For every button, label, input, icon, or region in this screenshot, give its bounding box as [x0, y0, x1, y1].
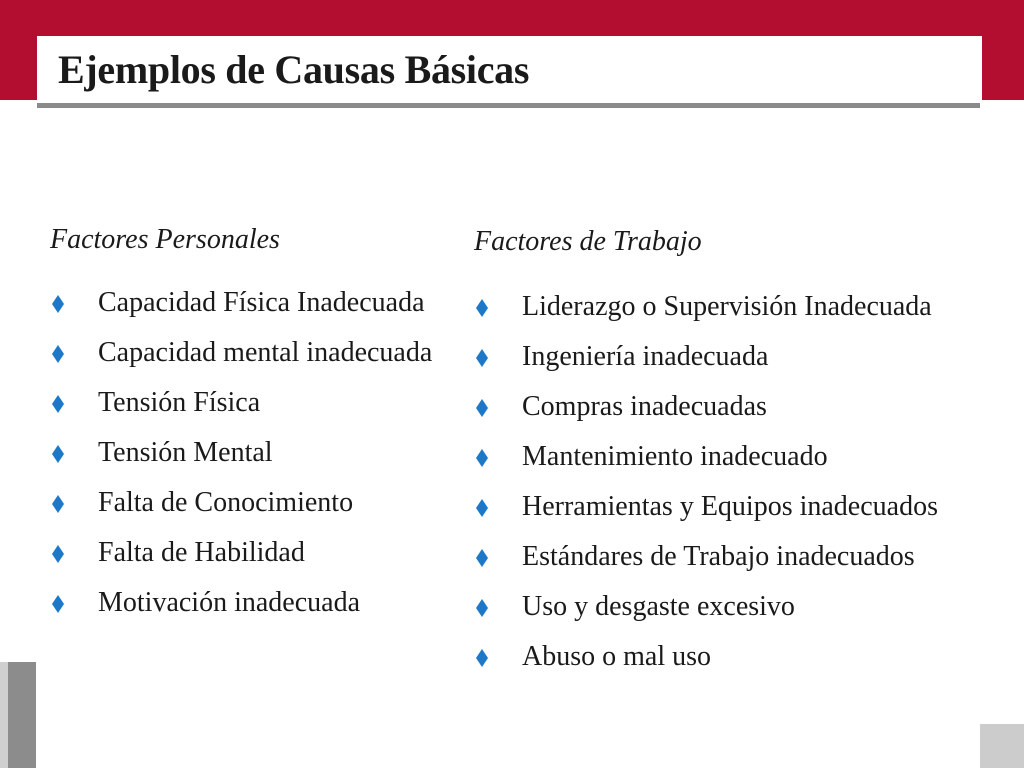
diamond-bullet-icon: [474, 448, 490, 468]
list-item: [474, 590, 795, 640]
diamond-bullet-icon: [50, 594, 66, 614]
list-item: [474, 290, 932, 340]
list-item: [50, 286, 425, 336]
list-item: [474, 490, 938, 540]
diamond-bullet-icon: [474, 398, 490, 418]
list-item: [474, 340, 769, 390]
decorative-bar-left: [0, 662, 36, 768]
list-item: [50, 536, 305, 586]
list-item: [50, 486, 354, 536]
column-heading-trabajo: Factores de Trabajo: [474, 226, 702, 257]
list-item: [50, 586, 361, 636]
diamond-bullet-icon: [50, 444, 66, 464]
list-factores-personales: [50, 286, 433, 636]
list-item: [474, 390, 767, 440]
list-item-text: Abuso o mal uso: [522, 641, 711, 672]
list-item-text: Capacidad mental inadecuada: [98, 337, 433, 368]
list-item-text: Uso y desgaste excesivo: [522, 591, 795, 622]
list-item-text: Liderazgo o Supervisión Inadecuada: [522, 291, 932, 322]
list-item-text: Compras inadecuadas: [522, 391, 767, 422]
diamond-bullet-icon: [474, 498, 490, 518]
diamond-bullet-icon: [50, 294, 66, 314]
list-item-text: Tensión Mental: [98, 437, 273, 468]
list-item: [474, 640, 711, 690]
decorative-block-right: [980, 724, 1024, 768]
diamond-bullet-icon: [50, 494, 66, 514]
diamond-bullet-icon: [474, 298, 490, 318]
list-item-text: Falta de Habilidad: [98, 537, 305, 568]
list-item: [474, 440, 828, 490]
list-item-text: Herramientas y Equipos inadecuados: [522, 491, 938, 522]
list-item-text: Motivación inadecuada: [98, 587, 361, 618]
list-item-text: Tensión Física: [98, 387, 261, 418]
diamond-bullet-icon: [50, 394, 66, 414]
column-heading-personales: Factores Personales: [50, 224, 280, 255]
column-factores-personales: [50, 224, 433, 636]
list-item-text: Estándares de Trabajo inadecuados: [522, 541, 915, 572]
diamond-bullet-icon: [474, 598, 490, 618]
list-item: [50, 336, 433, 386]
diamond-bullet-icon: [474, 548, 490, 568]
diamond-bullet-icon: [474, 348, 490, 368]
column-factores-trabajo: [474, 226, 938, 690]
decorative-bar-left-highlight: [0, 662, 8, 768]
list-item-text: Mantenimiento inadecuado: [522, 441, 828, 472]
list-item: [474, 540, 915, 590]
diamond-bullet-icon: [50, 344, 66, 364]
slide-title: Ejemplos de Causas Básicas: [58, 47, 530, 92]
diamond-bullet-icon: [474, 648, 490, 668]
list-item: [50, 386, 280, 436]
list-item-text: Falta de Conocimiento: [98, 487, 354, 518]
list-factores-trabajo: [474, 290, 938, 690]
diamond-bullet-icon: [50, 544, 66, 564]
title-underline: [37, 103, 980, 108]
list-item-text: Capacidad Física Inadecuada: [98, 287, 425, 318]
list-item-text: Ingeniería inadecuada: [522, 341, 769, 372]
list-item: [50, 436, 280, 486]
